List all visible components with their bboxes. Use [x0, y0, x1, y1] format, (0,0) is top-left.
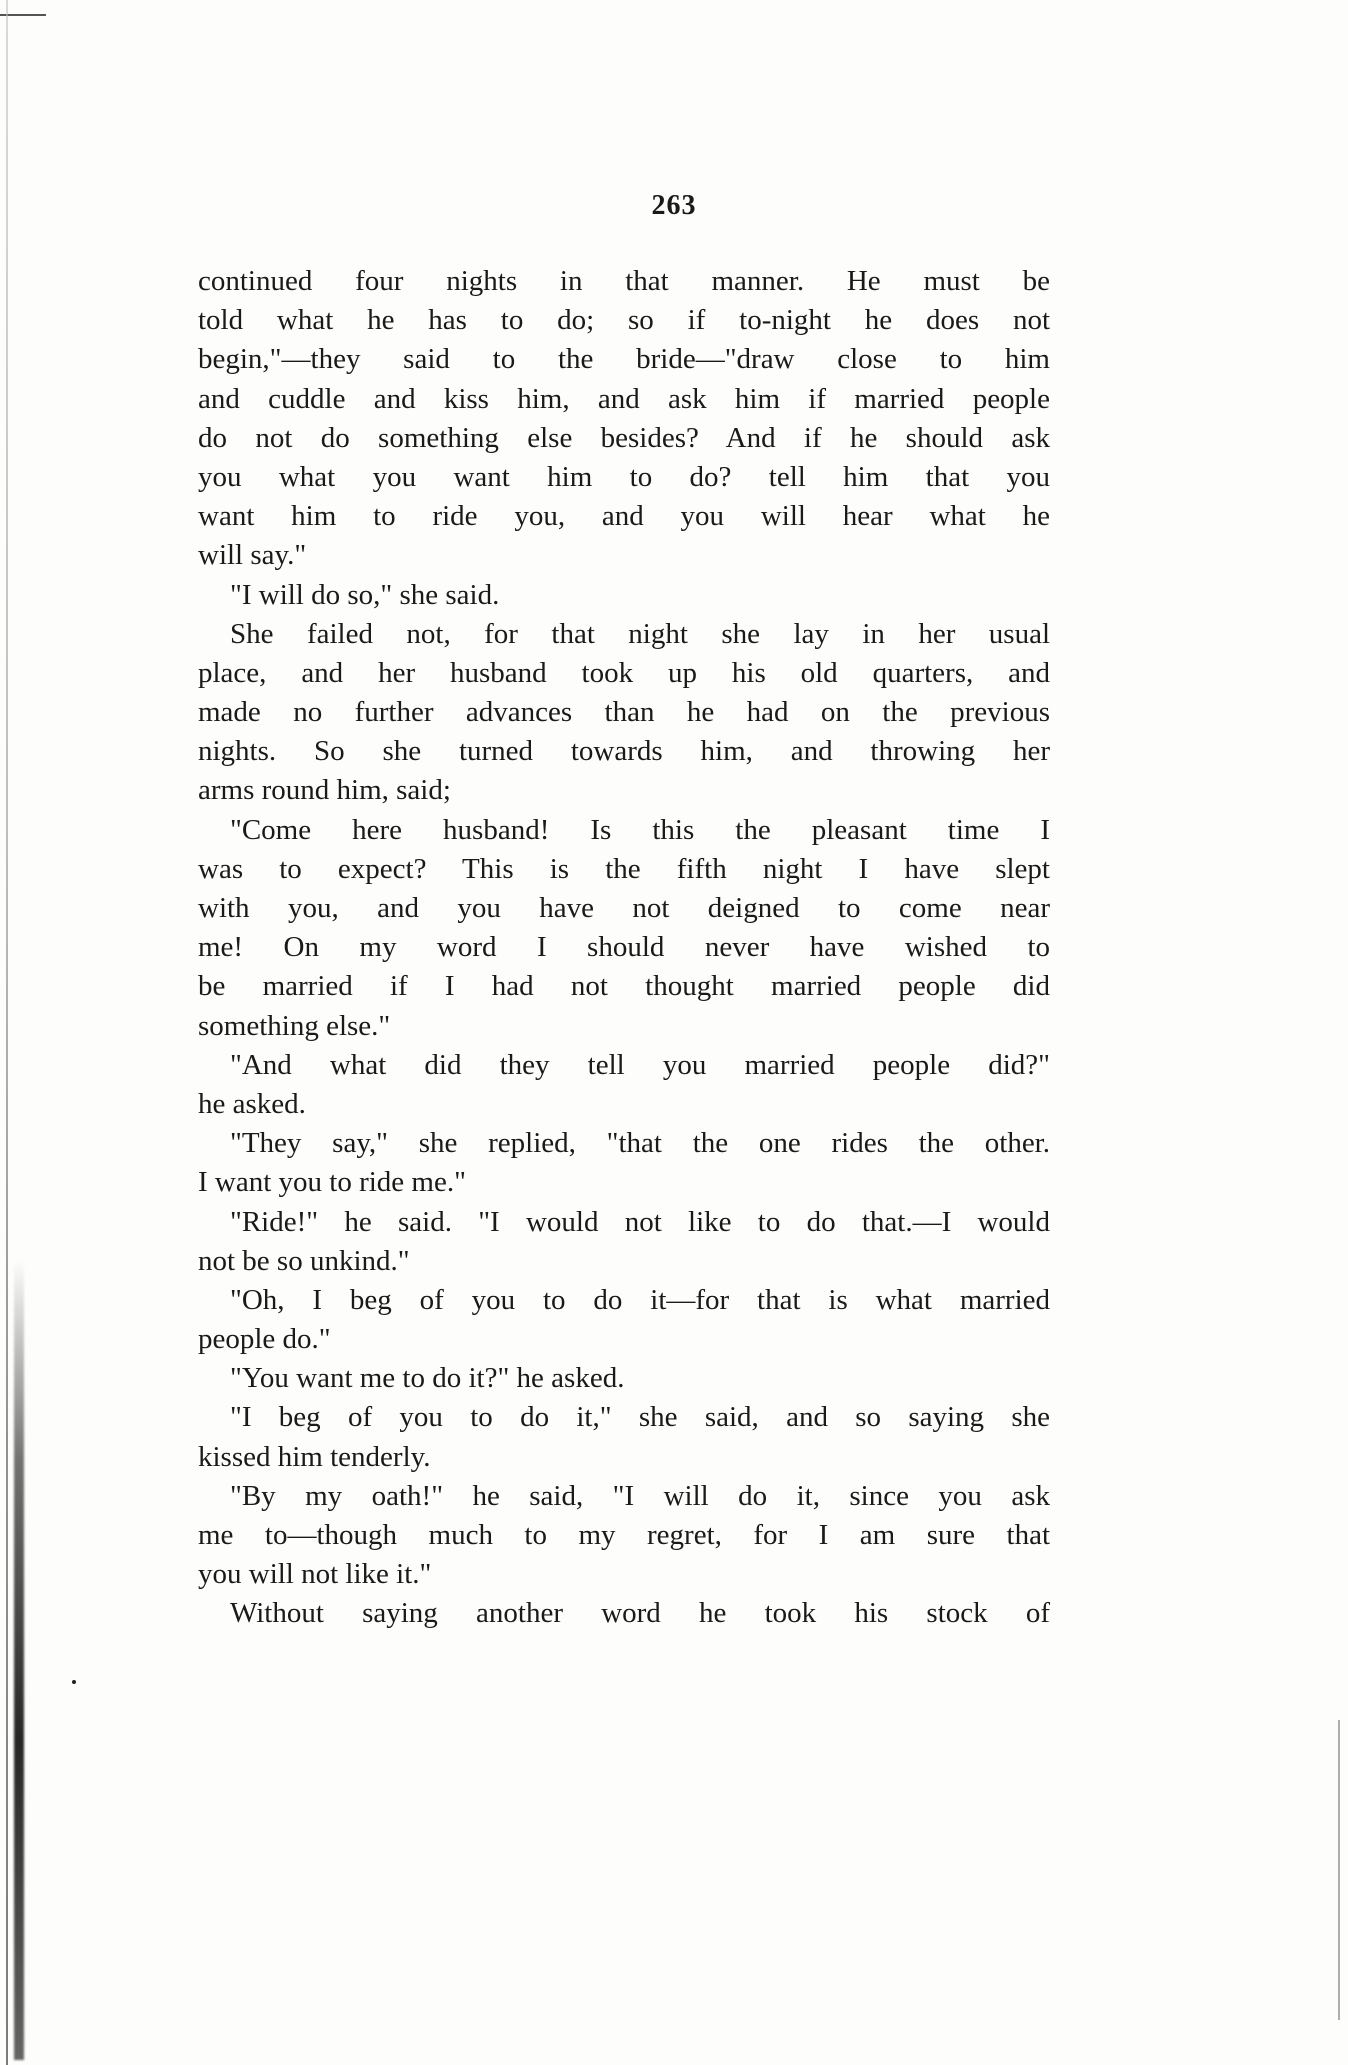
- text-line: people do.": [198, 1323, 331, 1356]
- text-line: was to expect? This is the fifth night I have slept: [198, 852, 1050, 885]
- text-line: "Ride!" he said. "I would not like to do that.—I would: [230, 1205, 1050, 1238]
- text-line: begin,"—they said to the bride—"draw close to him: [198, 343, 1050, 376]
- text-line: "You want me to do it?" he asked.: [230, 1362, 625, 1395]
- text-line: want him to ride you, and you will hear what he: [198, 500, 1050, 533]
- text-line: I want you to ride me.": [198, 1166, 466, 1199]
- scan-speck: [72, 1680, 76, 1684]
- body-text: [198, 262, 1050, 1634]
- text-line: place, and her husband took up his old quarters, and: [198, 656, 1050, 689]
- text-line: "They say," she replied, "that the one rides the other.: [230, 1127, 1050, 1160]
- scan-gutter-edge: [6, 0, 8, 2065]
- text-line: She failed not, for that night she lay in her usual: [230, 617, 1050, 650]
- text-line: something else.": [198, 1009, 391, 1042]
- scan-right-edge: [1338, 1720, 1340, 2020]
- text-line: told what he has to do; so if to-night he does not: [198, 304, 1050, 337]
- text-line: "By my oath!" he said, "I will do it, since you ask: [230, 1479, 1050, 1512]
- text-line: Without saying another word he took his stock of: [230, 1597, 1050, 1630]
- text-line: arms round him, said;: [198, 774, 451, 807]
- text-line: will say.": [198, 539, 307, 572]
- text-line: and cuddle and kiss him, and ask him if married people: [198, 382, 1050, 415]
- text-line: not be so unkind.": [198, 1244, 410, 1277]
- page-number: 263: [651, 190, 697, 221]
- text-line: "Come here husband! Is this the pleasant time I: [230, 813, 1050, 846]
- text-line: he asked.: [198, 1087, 306, 1120]
- text-line: kissed him tenderly.: [198, 1440, 431, 1473]
- text-line: me! On my word I should never have wished to: [198, 931, 1050, 964]
- text-line: nights. So she turned towards him, and throwing her: [198, 735, 1050, 768]
- text-line: you will not like it.": [198, 1558, 432, 1591]
- text-line: with you, and you have not deigned to come near: [198, 892, 1050, 924]
- text-line: "I will do so," she said.: [230, 578, 500, 611]
- text-line: you what you want him to do? tell him that you: [198, 460, 1050, 493]
- text-line: "Oh, I beg of you to do it—for that is what married: [230, 1283, 1050, 1316]
- scan-binding-shadow: [14, 1260, 24, 2060]
- text-line: be married if I had not thought married people did: [198, 970, 1050, 1003]
- text-line: do not do something else besides? And if he should ask: [198, 421, 1050, 454]
- text-line: "And what did they tell you married people did?": [230, 1048, 1050, 1081]
- text-line: made no further advances than he had on the previous: [198, 696, 1050, 729]
- text-line: continued four nights in that manner. He must be: [198, 265, 1050, 297]
- text-line: me to—though much to my regret, for I am sure that: [198, 1519, 1050, 1551]
- text-line: "I beg of you to do it," she said, and so saying she: [230, 1401, 1050, 1434]
